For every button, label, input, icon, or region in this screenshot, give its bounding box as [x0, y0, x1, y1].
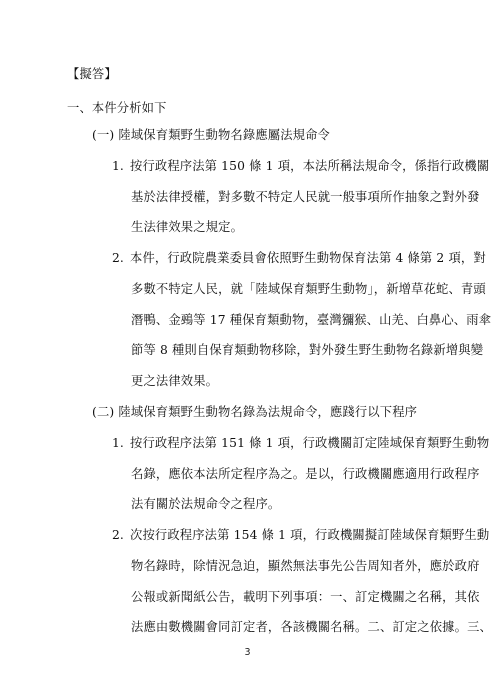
paragraph-line: 次按行政程序法第 154 條 1 項，行政機關擬訂陸域保育類野生動: [130, 528, 490, 542]
paragraph-line: 名錄，應依本法所定程序為之。是以，行政機關應適用行政程序: [131, 467, 480, 481]
paragraph-line: 多數不特定人民，就「陸域保育類野生動物」，新增草花蛇、青頭: [131, 282, 486, 296]
item-number: 1.: [112, 159, 124, 173]
answer-heading: 【擬答】: [67, 67, 117, 81]
subsection-heading: (二) 陸域保育類野生動物名錄為法規命令，應踐行以下程序: [92, 405, 418, 419]
paragraph-line: 基於法律授權，對多數不特定人民就一般事項所作抽象之對外發: [131, 190, 480, 204]
paragraph-line: 生法律效果之規定。: [131, 220, 244, 234]
paragraph-line: 法應由數機關會同訂定者，各該機關名稱。二、訂定之依據。三、: [131, 620, 492, 634]
paragraph-line: 法有關於法規命令之程序。: [131, 497, 281, 511]
page-number: 3: [244, 647, 251, 658]
item-number: 2.: [112, 251, 124, 265]
paragraph-line: 節等 8 種則自保育類動物移除，對外發生野生動物名錄新增與變: [131, 343, 484, 357]
paragraph-line: 公報或新聞紙公告，載明下列事項：一、訂定機關之名稱，其依: [131, 590, 480, 604]
item-number: 1.: [112, 436, 124, 450]
paragraph-line: 更之法律效果。: [131, 374, 219, 388]
section-heading: 一、本件分析如下: [67, 101, 167, 115]
paragraph-line: 按行政程序法第 150 條 1 項，本法所稱法規命令，係指行政機關: [130, 159, 490, 173]
paragraph-line: 潛鴨、金鵐等 17 種保育類動物，臺灣獼猴、山羌、白鼻心、雨傘: [131, 313, 492, 327]
paragraph-line: 按行政程序法第 151 條 1 項，行政機關訂定陸域保育類野生動物: [130, 436, 490, 450]
item-number: 2.: [112, 528, 124, 542]
paragraph-line: 物名錄時，除情況急迫，顯然無法事先公告周知者外，應於政府: [131, 559, 480, 573]
subsection-heading: (一) 陸域保育類野生動物名錄應屬法規命令: [92, 128, 330, 142]
paragraph-line: 本件，行政院農業委員會依照野生動物保育法第 4 條第 2 項，對: [130, 251, 486, 265]
